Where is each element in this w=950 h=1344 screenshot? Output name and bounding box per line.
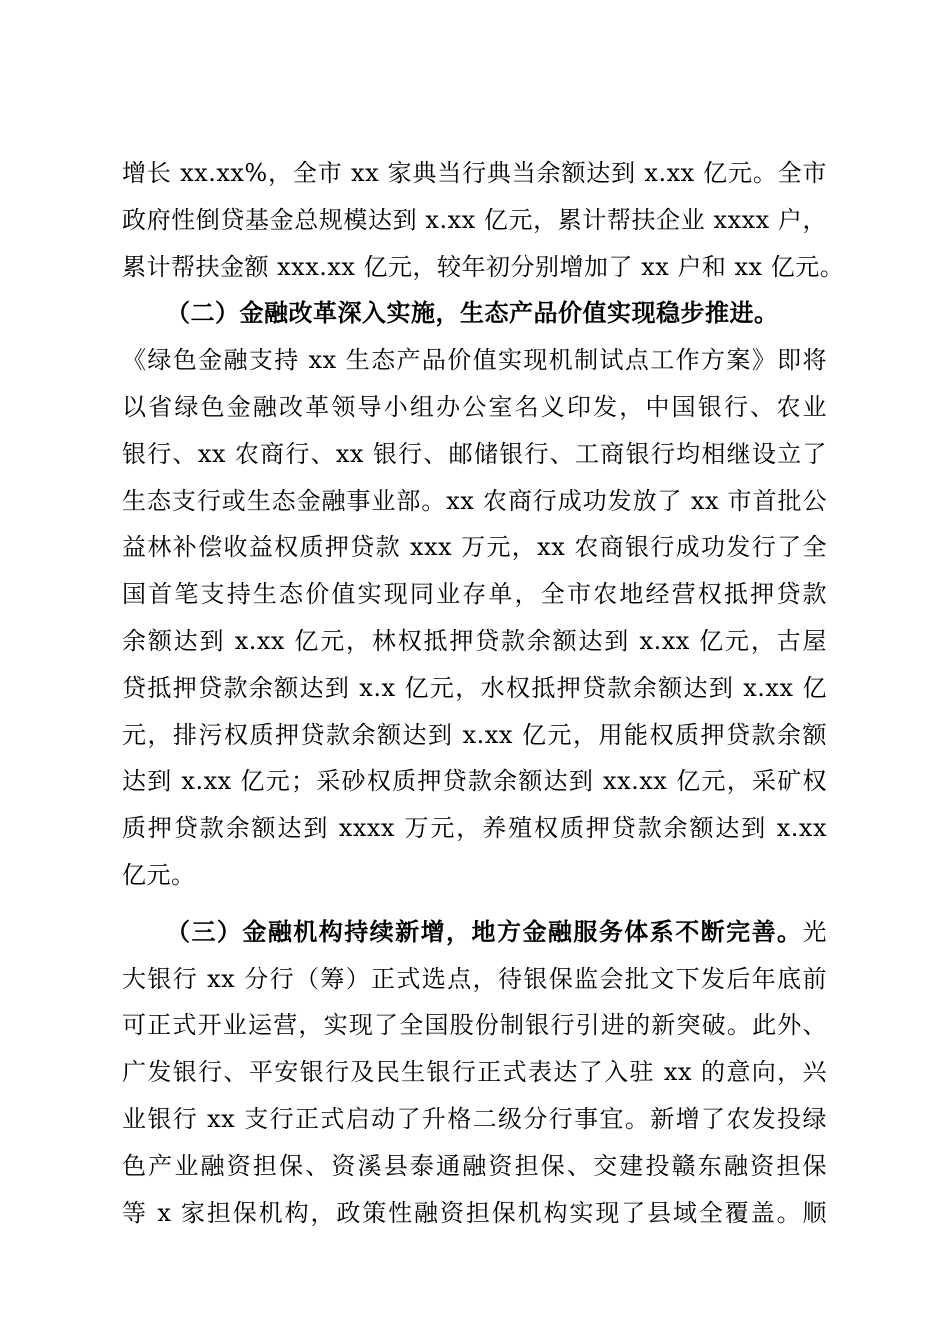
text-line: 银行、xx 农商行、xx 银行、邮储银行、工商银行均相继设立了 (122, 439, 827, 468)
text-line: 亿元。 (122, 860, 196, 889)
text-line: 贷抵押贷款余额达到 x.x 亿元，水权抵押贷款余额达到 x.xx 亿 (122, 673, 827, 702)
text-line: 可正式开业运营，实现了全国股份制银行引进的新突破。此外、 (122, 1011, 827, 1040)
text-line: 广发银行、平安银行及民生银行正式表达了入驻 xx 的意向，兴 (122, 1058, 827, 1087)
text-line: 达到 x.xx 亿元；采砂权质押贷款余额达到 xx.xx 亿元，采矿权 (122, 767, 827, 796)
text-line: 增长 xx.xx%，全市 xx 家典当行典当余额达到 x.xx 亿元。全市 (122, 159, 827, 187)
text-line: 累计帮扶金额 xxx.xx 亿元，较年初分别增加了 xx 户和 xx 亿元。 (122, 252, 845, 281)
text-line: 生态支行或生态金融事业部。xx 农商行成功发放了 xx 市首批公 (122, 486, 827, 515)
section-heading-3-line (122, 909, 827, 956)
paragraph-spacer (122, 899, 827, 909)
text-line: 元，排污权质押贷款余额达到 x.xx 亿元，用能权质押贷款余额 (122, 720, 827, 749)
section-heading-3: （三）金融机构持续新增，地方金融服务体系不断完善。 (166, 916, 803, 946)
paragraph-2 (122, 290, 827, 898)
text-line: 大银行 xx 分行（筹）正式选点，待银保监会批文下发后年底前 (122, 964, 827, 993)
text-line: 益林补偿收益权质押贷款 xxx 万元，xx 农商银行成功发行了全 (122, 533, 827, 562)
text-line: 余额达到 x.xx 亿元，林权抵押贷款余额达到 x.xx 亿元，古屋 (122, 626, 827, 655)
section-heading-2: （二）金融改革深入实施，生态产品价值实现稳步推进。 (166, 298, 779, 328)
text-line: 以省绿色金融改革领导小组办公室名义印发，中国银行、农业 (122, 392, 827, 421)
paragraph-3 (122, 909, 827, 1237)
text-line: 政府性倒贷基金总规模达到 x.xx 亿元，累计帮扶企业 xxxx 户， (122, 205, 827, 234)
text-line: 业银行 xx 支行正式启动了升格二级分行事宜。新增了农发投绿 (122, 1104, 827, 1133)
text-line: 国首笔支持生态价值实现同业存单，全市农地经营权抵押贷款 (122, 580, 827, 609)
heading-tail-text: 光 (802, 917, 827, 946)
text-line: 色产业融资担保、资溪县泰通融资担保、交建投赣东融资担保 (122, 1151, 827, 1180)
text-line: 《绿色金融支持 xx 生态产品价值实现机制试点工作方案》即将 (122, 346, 827, 375)
text-line: 质押贷款余额达到 xxxx 万元，养殖权质押贷款余额达到 x.xx (122, 814, 827, 843)
document-body (122, 150, 845, 1236)
paragraph-1 (122, 150, 845, 290)
text-line: 等 x 家担保机构，政策性融资担保机构实现了县域全覆盖。顺 (122, 1198, 827, 1227)
